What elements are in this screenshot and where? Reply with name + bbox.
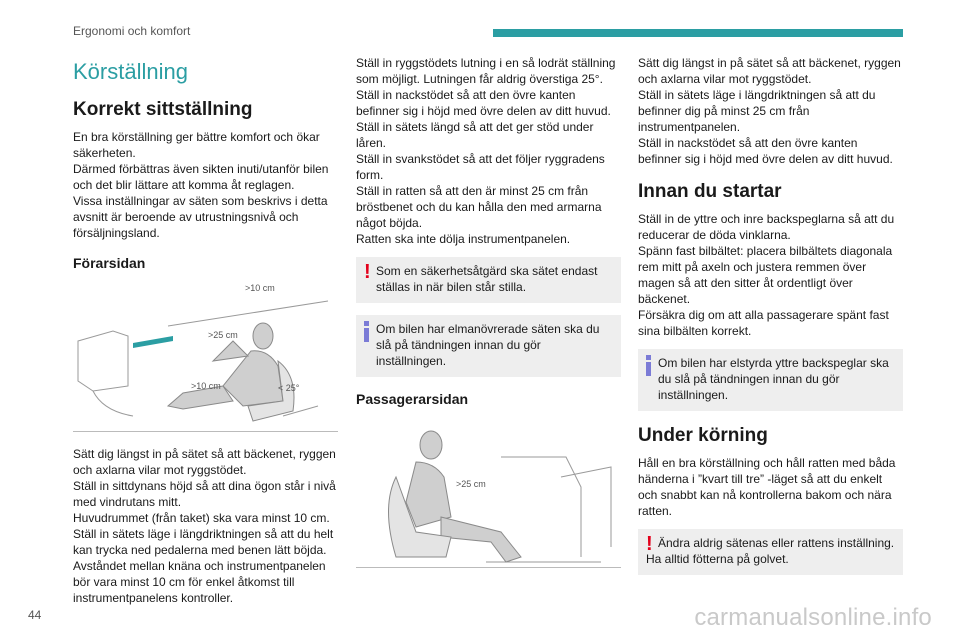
info-icon bbox=[364, 321, 370, 343]
driver-text-1: Sätt dig längst in på sätet så att bäckenet, ryggen och axlarna vilar mot ryggstödet. bbox=[73, 447, 336, 477]
warning-icon: ! bbox=[364, 261, 371, 283]
page-title: Körställning bbox=[73, 59, 188, 84]
passenger-seat-illustration bbox=[356, 417, 621, 568]
warning-driving-extra: Ha alltid fötterna på golvet. bbox=[646, 552, 789, 566]
warning-driving-text: Ändra aldrig sätenas eller rattens inställning. bbox=[658, 536, 895, 550]
intro-text-1: En bra körställning ger bättre komfort och ökar säkerheten. bbox=[73, 130, 320, 160]
adjust-text-5: Ställ in ratten så att den är minst 25 cm från bröstbenet och du kan hålla den med armarna något böjda. bbox=[356, 184, 602, 230]
page-number: 44 bbox=[28, 608, 42, 622]
driving-text-1: Håll en bra körställning och håll ratten med båda händerna i ”kvart till tre” -läget så att du enkelt och snabbt kan nå kontrollerna bakom och nära ratten. bbox=[638, 456, 896, 518]
start-text-2: Spänn fast bilbältet: placera bilbältets diagonala rem mitt på axeln och justera remmen över magen så att den sitter åt ordentligt över bäckenet. bbox=[638, 244, 893, 306]
driver-text-2: Ställ in sittdynans höjd så att dina ögon står i nivå med vindrutans mitt. bbox=[73, 479, 336, 509]
driver-text-5: Avståndet mellan knäna och instrumentpanelen bör vara minst 10 cm för enkel åtkomst till instrumentpanelens kontroller. bbox=[73, 559, 326, 605]
column-1 bbox=[73, 55, 338, 606]
passenger-text-1: Sätt dig längst in på sätet så att bäckenet, ryggen och axlarna vilar mot ryggstödet. bbox=[638, 56, 901, 86]
label-knee-distance: >10 cm bbox=[191, 381, 221, 391]
subheading-driver-side: Förarsidan bbox=[73, 255, 146, 271]
heading-before-start: Innan du startar bbox=[638, 181, 782, 202]
adjust-text-3: Ställ in sätets längd så att det ger stöd under låren. bbox=[356, 120, 594, 150]
info-icon bbox=[646, 355, 652, 377]
label-backrest-angle: < 25° bbox=[278, 383, 300, 393]
adjust-text-4: Ställ in svankstödet så att det följer ryggradens form. bbox=[356, 152, 605, 182]
warning-callout-driving bbox=[638, 529, 903, 575]
column-2 bbox=[356, 55, 621, 582]
label-passenger-distance: >25 cm bbox=[456, 479, 486, 489]
passenger-text-3: Ställ in nackstödet så att den övre kanten befinner sig i höjd med övre delen av ditt huvud. bbox=[638, 136, 893, 166]
adjust-text-2: Ställ in nackstödet så att den övre kanten befinner sig i höjd med övre delen av ditt huvud. bbox=[356, 88, 611, 118]
start-text-3: Försäkra dig om att alla passagerare spänt fast sina bilbälten korrekt. bbox=[638, 308, 889, 338]
warning-callout-seat bbox=[356, 257, 621, 303]
warning-icon: ! bbox=[646, 533, 653, 555]
info-callout-mirrors bbox=[638, 349, 903, 411]
info-callout-electric-seats bbox=[356, 315, 621, 377]
intro-text-3: Vissa inställningar av säten som beskrivs i detta avsnitt är beroende av utrustningsnivå och försäljningsland. bbox=[73, 194, 328, 240]
passenger-seat-drawing bbox=[356, 417, 621, 567]
heading-sitting-position: Korrekt sittställning bbox=[73, 99, 253, 120]
info-text: Om bilen har elmanövrerade säten ska du slå på tändningen innan du gör inställningen. bbox=[376, 322, 600, 368]
adjust-text-1: Ställ in ryggstödets lutning i en så lodrät ställning som möjligt. Lutningen får aldrig överstiga 25°. bbox=[356, 56, 616, 86]
driver-text-3: Huvudrummet (från taket) ska vara minst 10 cm. bbox=[73, 511, 330, 525]
label-wheel-distance: >25 cm bbox=[208, 330, 238, 340]
adjust-text-6: Ratten ska inte dölja instrumentpanelen. bbox=[356, 232, 571, 246]
label-headroom: >10 cm bbox=[245, 283, 275, 293]
driver-seat-illustration bbox=[73, 281, 338, 432]
intro-text-2: Därmed förbättras även sikten inuti/utanför bilen och det blir lättare att komma åt reglagen. bbox=[73, 162, 329, 192]
driver-seat-drawing bbox=[73, 281, 338, 431]
info-mirrors-text: Om bilen har elstyrda yttre backspeglar ska du slå på tändningen innan du gör inställningen. bbox=[658, 356, 889, 402]
header-bar bbox=[493, 29, 903, 37]
start-text-1: Ställ in de yttre och inre backspeglarna så att du reducerar de döda vinklarna. bbox=[638, 212, 895, 242]
warning-text: Som en säkerhetsåtgärd ska sätet endast ställas in när bilen står stilla. bbox=[376, 264, 598, 294]
driver-text-4: Ställ in sätets läge i längdriktningen så att du helt kan trycka ned pedalerna med benen lätt böjda. bbox=[73, 527, 334, 557]
section-header: Ergonomi och komfort bbox=[73, 24, 191, 38]
watermark: carmanualsonline.info bbox=[694, 604, 932, 631]
column-3 bbox=[638, 55, 903, 587]
heading-while-driving: Under körning bbox=[638, 425, 768, 446]
subheading-passenger-side: Passagerarsidan bbox=[356, 391, 469, 407]
passenger-text-2: Ställ in sätets läge i längdriktningen så att du befinner dig på minst 25 cm från instrumentpanelen. bbox=[638, 88, 876, 134]
